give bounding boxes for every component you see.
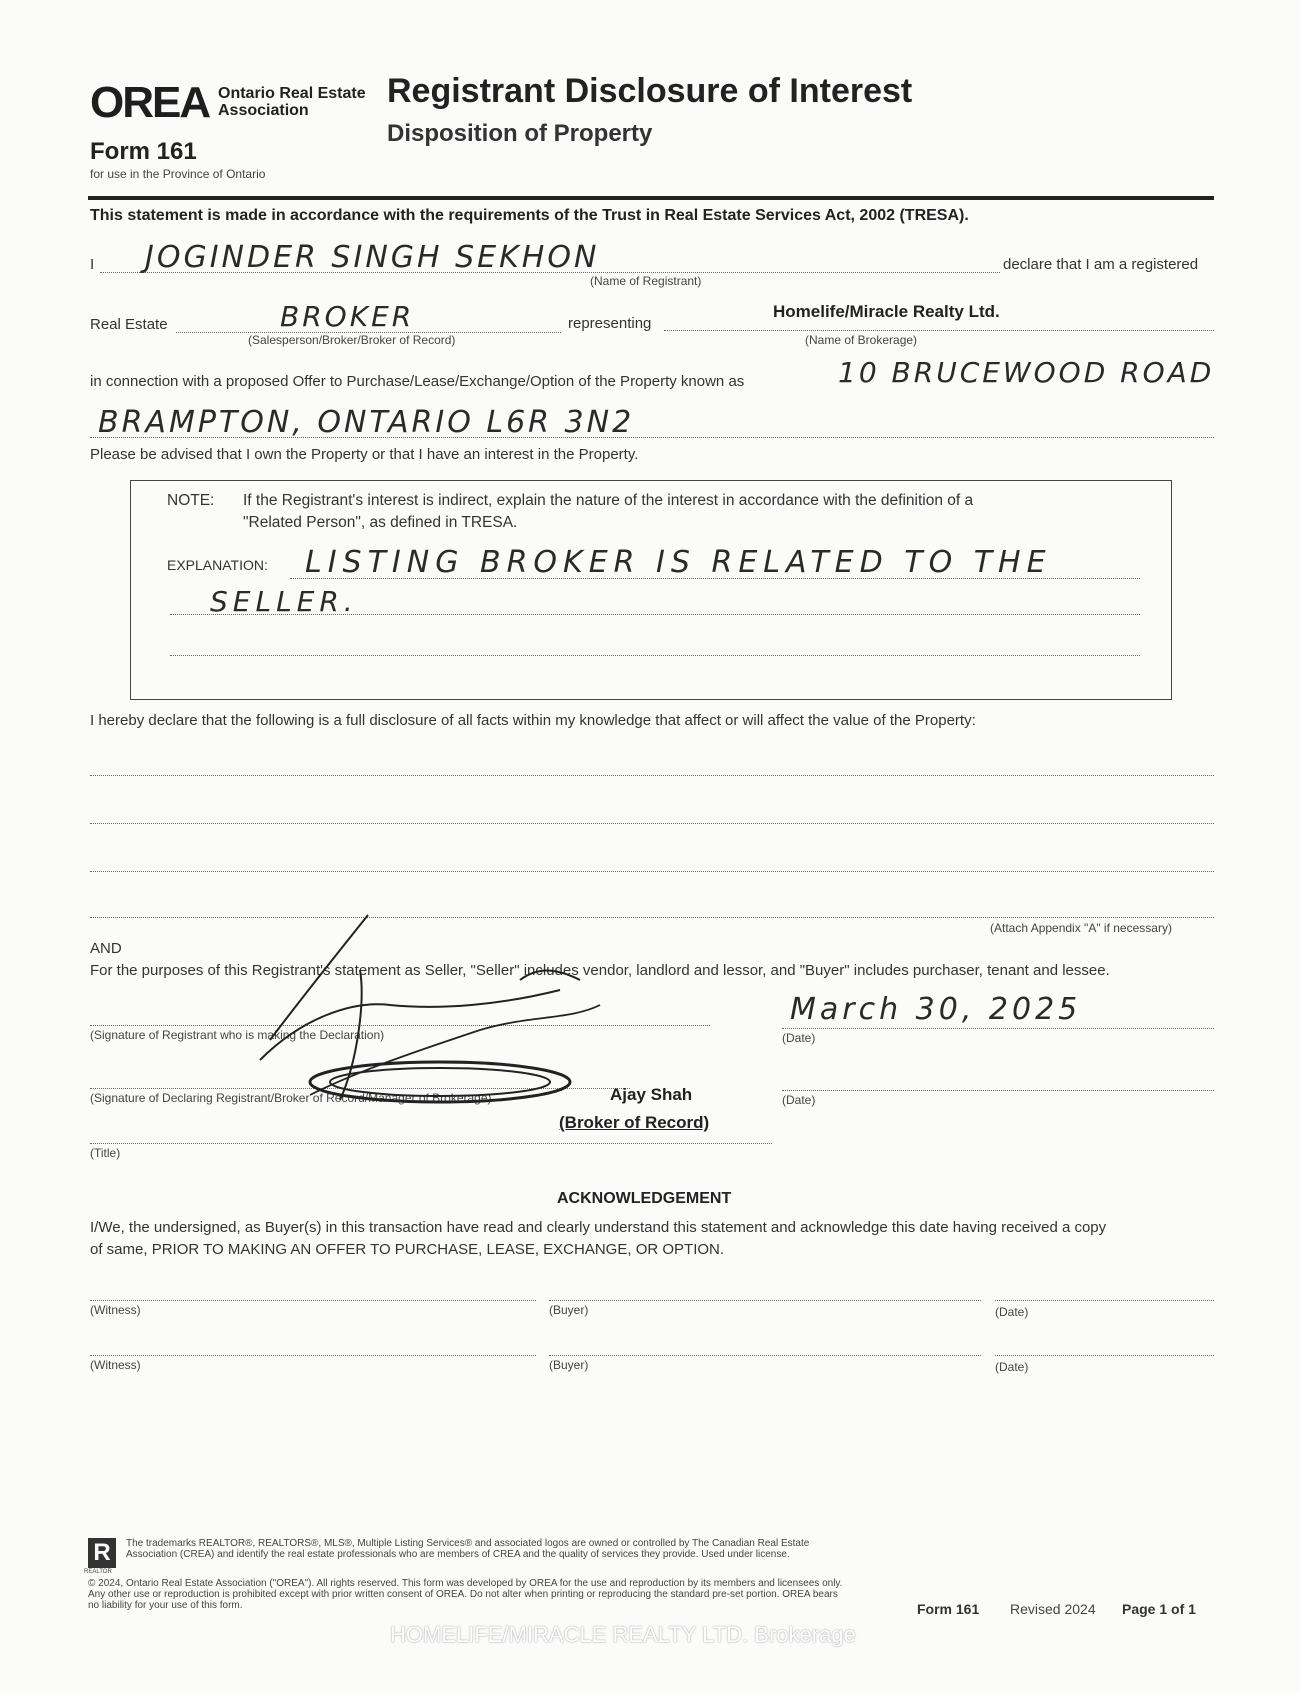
buyer-line2 (549, 1355, 981, 1356)
real-estate-label: Real Estate (90, 316, 168, 333)
ack-date-caption-2: (Date) (995, 1360, 1029, 1374)
connection-text: in connection with a proposed Offer to Purchase/Lease/Exchange/Option of the Property known as (90, 373, 745, 390)
purposes-text: For the purposes of this Registrant's statement as Seller, "Seller" includes vendor, landlord and lessor, and "Buyer" includes purchaser, tenant and lessee. (90, 962, 1110, 979)
note-label: NOTE: (167, 492, 215, 509)
province-note: for use in the Province of Ontario (90, 167, 266, 181)
org-name-line1: Ontario Real Estate (218, 85, 366, 102)
property-address-line1: 10 BRUCEWOOD ROAD (838, 356, 1215, 389)
appendix-note: (Attach Appendix "A" if necessary) (990, 921, 1172, 935)
footer-form-label: Form 161 (917, 1601, 980, 1617)
brokerage-name: Homelife/Miracle Realty Ltd. (773, 302, 1000, 321)
date-value: March 30, 2025 (790, 992, 1082, 1027)
date-line1 (782, 1028, 1214, 1029)
realtor-logo (88, 1538, 116, 1568)
tresa-statement: This statement is made in accordance with the requirements of the Trust in Real Estate Services Act, 2002 (TRESA). (90, 207, 969, 224)
brokerage-watermark: HOMELIFE/MIRACLE REALTY LTD. Brokerage (390, 1622, 856, 1647)
footer-page: Page 1 of 1 (1122, 1601, 1196, 1617)
and-label: AND (90, 940, 122, 957)
date-line4 (995, 1355, 1214, 1356)
declare-text: declare that I am a registered (1003, 256, 1199, 273)
registrant-signature (240, 910, 640, 1110)
note-text-line2: "Related Person", as defined in TRESA. (243, 514, 518, 531)
disclosure-text: I hereby declare that the following is a full disclosure of all facts within my knowledge that affect or will affect the value of the Property: (90, 712, 976, 729)
orea-logo (90, 78, 209, 128)
buyer-caption-1: (Buyer) (549, 1303, 589, 1317)
disclosure-line1 (90, 775, 1214, 776)
org-name-line2: Association (218, 102, 309, 119)
sig-declaring-caption: (Signature of Declaring Registrant/Broker of Record/Manager of Brokerage) (90, 1091, 492, 1105)
witness-caption-2: (Witness) (90, 1358, 141, 1372)
address-line (90, 437, 1214, 438)
date-caption-1: (Date) (782, 1031, 816, 1045)
registrant-prefix: I (90, 256, 95, 273)
ack-text-line2: of same, PRIOR TO MAKING AN OFFER TO PURCHASE, LEASE, EXCHANGE, OR OPTION. (90, 1241, 725, 1258)
explanation-label: EXPLANATION: (167, 557, 268, 573)
header-rule (88, 196, 1214, 200)
copyright-text: © 2024, Ontario Real Estate Association ("OREA"). All rights reserved. This form was developed by OREA for the use and reproduction by its members and licensees only. Any other use or reproduction is prohibited except with prior written consent of OREA. Do not alter when printing or reproducing the standard pre-set portion. OREA bears no liability for your use of this form. (88, 1578, 843, 1611)
declaring-name: Ajay Shah (610, 1085, 693, 1104)
sig-registrant-caption: (Signature of Registrant who is making the Declaration) (90, 1028, 385, 1042)
note-text-line1: If the Registrant's interest is indirect, explain the nature of the interest in accordance with the definition of a (243, 492, 974, 509)
page-title: Registrant Disclosure of Interest (387, 72, 913, 110)
registrant-role: BROKER (280, 300, 415, 333)
page-subtitle: Disposition of Property (387, 120, 653, 147)
title-caption: (Title) (90, 1146, 121, 1160)
representing-label: representing (568, 315, 652, 332)
title-line (90, 1143, 772, 1144)
form-number: Form 161 (90, 138, 197, 165)
date-line2 (782, 1090, 1214, 1091)
disclosure-line3 (90, 871, 1214, 872)
orea-logo-text: OREA (90, 78, 210, 127)
registrant-name: JOGINDER SINGH SEKHON (145, 240, 600, 275)
explanation-line2-text: SELLER. (210, 585, 358, 618)
buyer-line1 (549, 1300, 981, 1301)
explanation-line1-text: LISTING BROKER IS RELATED TO THE (305, 545, 1052, 580)
brokerage-line (664, 330, 1214, 331)
footer-revised: Revised 2024 (1010, 1601, 1096, 1617)
property-address-line2: BRAMPTON, ONTARIO L6R 3N2 (98, 405, 635, 440)
explanation-line3 (170, 655, 1140, 656)
realtor-logo-mark: R (93, 1539, 111, 1566)
advised-text: Please be advised that I own the Property or that I have an interest in the Property. (90, 446, 639, 463)
role-caption: (Salesperson/Broker/Broker of Record) (248, 333, 456, 347)
registrant-name-caption: (Name of Registrant) (590, 274, 702, 288)
org-name (218, 85, 366, 119)
witness-line2 (90, 1355, 536, 1356)
buyer-caption-2: (Buyer) (549, 1358, 589, 1372)
ack-text-line1: I/We, the undersigned, as Buyer(s) in this transaction have read and clearly understand this statement and acknowledge this date having received a copy (90, 1219, 1107, 1236)
ack-date-caption-1: (Date) (995, 1305, 1029, 1319)
trademark-text: The trademarks REALTOR®, REALTORS®, MLS®, Multiple Listing Services® and associated logos are owned or controlled by The Canadian Real Estate Association (CREA) and identify the real estate professionals who are members of CREA and the quality of services they provide. Used under license. (126, 1538, 810, 1560)
witness-line1 (90, 1300, 536, 1301)
brokerage-caption: (Name of Brokerage) (805, 333, 918, 347)
disclosure-line2 (90, 823, 1214, 824)
ack-heading: ACKNOWLEDGEMENT (557, 1190, 732, 1207)
declaring-title: (Broker of Record) (559, 1113, 710, 1132)
date-caption-2: (Date) (782, 1093, 816, 1107)
witness-caption-1: (Witness) (90, 1303, 141, 1317)
date-line3 (995, 1300, 1214, 1301)
realtor-logo-small: REALTOR (84, 1569, 112, 1575)
